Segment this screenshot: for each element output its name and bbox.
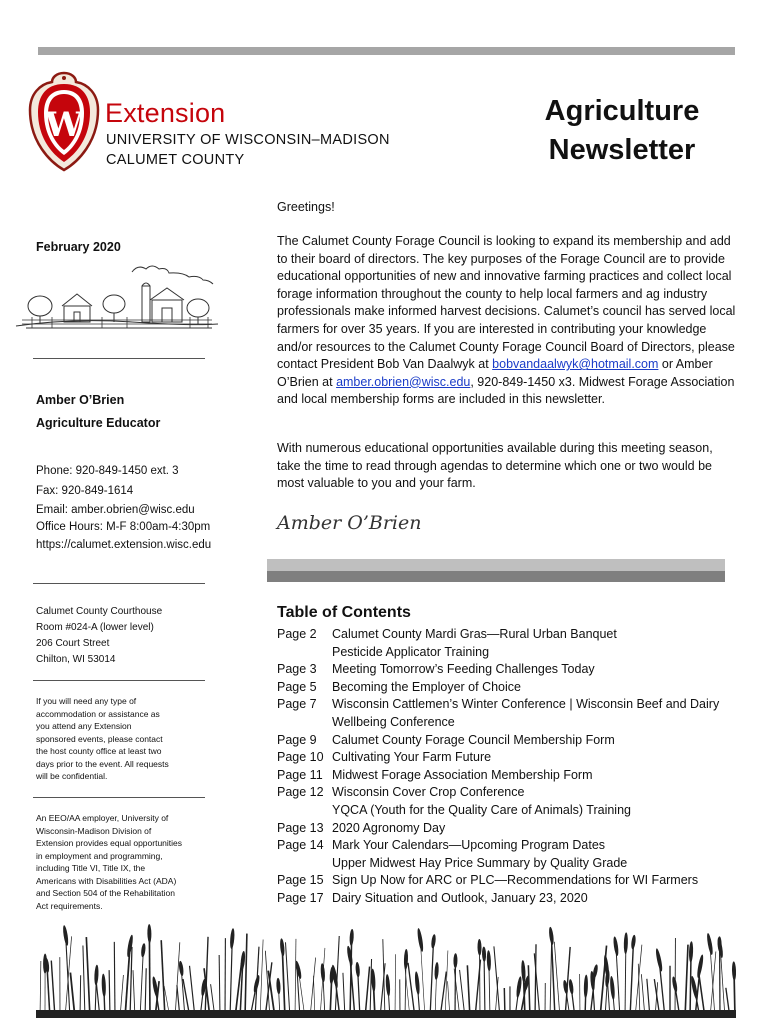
toc-entry: [277, 820, 737, 838]
toc-entry: [277, 696, 737, 731]
phone: Phone: 920-849-1450 ext. 3: [36, 465, 179, 477]
toc-entry: [277, 749, 737, 767]
sidebar-divider: [33, 797, 205, 798]
toc-page-number: Page 17: [277, 890, 324, 905]
toc-item-title: Upper Midwest Hay Price Summary by Quality Grade: [332, 855, 628, 870]
toc-item-title: Midwest Forage Association Membership Form: [332, 767, 593, 782]
email-link-van-daalwyk[interactable]: bobvandaalwyk@hotmail.com: [492, 357, 659, 372]
email-link-obrien[interactable]: amber.obrien@wisc.edu: [336, 374, 471, 389]
office-hours: Office Hours: M-F 8:00am-4:30pm: [36, 521, 211, 533]
toc-item-title: Meeting Tomorrow’s Feeding Challenges Today: [332, 662, 595, 677]
toc-item-title: Calumet County Mardi Gras—Rural Urban Banquet: [332, 627, 617, 641]
toc-item-title: Pesticide Applicator Training: [332, 644, 490, 659]
toc-item-title: Wisconsin Cattlemen’s Winter Conference | Wisconsin Beef and Dairy Wellbeing Conference: [332, 697, 720, 729]
toc-entry: [277, 767, 737, 785]
section-bar-dark: [267, 571, 725, 582]
accommodation-notice: If you will need any type of accommodation or assistance as you attend any Extension sponsored events, please contact the host county office at least two days prior to the event. All requests will be confidential.: [36, 696, 169, 781]
educator-name: Amber O’Brien: [36, 393, 125, 407]
toc-page-number: Page 11: [277, 767, 323, 782]
toc-item-title: Mark Your Calendars—Upcoming Program Dates: [332, 838, 606, 853]
toc-page-number: Page 12: [277, 785, 324, 800]
toc-item-title: Sign Up Now for ARC or PLC—Recommendations for WI Farmers: [332, 873, 699, 888]
sidebar-divider: [33, 680, 205, 681]
table-of-contents: [277, 626, 737, 908]
toc-page-number: Page 9: [277, 732, 317, 747]
toc-entry: [277, 784, 737, 819]
fax: Fax: 920-849-1614: [36, 485, 134, 497]
toc-entry: [277, 679, 737, 697]
toc-page-number: Page 14: [277, 838, 324, 853]
toc-page-number: Page 13: [277, 820, 324, 835]
toc-entry: [277, 732, 737, 750]
eeo-statement: An EEO/AA employer, University of Wisconsin-Madison Division of Extension provides equal opportunities in employment and programming, including Title VI, Title IX, the Americans with Disabilities Act (ADA) and Section 504 of the Rehabilitation Act requirements.: [36, 813, 183, 911]
toc-page-number: Page 2: [277, 627, 317, 641]
signature: Amber O’Brien: [277, 512, 422, 534]
top-rule: [38, 47, 735, 55]
toc-entry: [277, 837, 737, 872]
address-block: Calumet County Courthouse Room #024-A (lower level) 206 Court Street Chilton, WI 53014: [36, 606, 163, 665]
toc-entry: [277, 626, 737, 661]
toc-page-number: Page 3: [277, 662, 317, 677]
section-bar-light: [267, 559, 725, 571]
toc-item-title: Cultivating Your Farm Future: [332, 750, 492, 765]
toc-item-title: 2020 Agronomy Day: [332, 820, 446, 835]
letter-paragraph-1: The Calumet County Forage Council is looking to expand its membership and add to their board of directors. The key purposes of the Forage Council are to provide educational opportunities of new and innovative farming practices and collect local forage information throughout the county to help local farmers and ag industry professionals make informed harvest decisions. Calumet’s council has served local farmers for over 35 years. If you are interested in contributing your knowledge and/or resources to the Calumet County Forage Council Board of Directors, please contact President Bob Van Daalwyk at bobvandaalwyk@hotmail.com or Amber O’Brien at amber.obrien@wisc.edu, 920-849-1450 x3. Midwest Forage Association and local membership forms are included in this newsletter.: [277, 234, 736, 407]
toc-entry: [277, 661, 737, 679]
toc-page-number: Page 15: [277, 873, 324, 888]
sidebar-divider: [33, 583, 205, 584]
logo-letter: W: [44, 105, 84, 145]
issue-date: February 2020: [36, 240, 121, 254]
toc-entry: [277, 890, 737, 908]
extension-title: Extension: [105, 98, 226, 128]
toc-title: Table of Contents: [277, 604, 411, 621]
uw-crest-logo: [26, 70, 102, 174]
toc-item-title: YQCA (Youth for the Quality Care of Animals) Training: [332, 802, 631, 817]
email[interactable]: Email: amber.obrien@wisc.edu: [36, 504, 195, 516]
university-name: UNIVERSITY OF WISCONSIN–MADISON: [106, 132, 390, 148]
toc-item-title: Becoming the Employer of Choice: [332, 679, 521, 694]
toc-page-number: Page 10: [277, 750, 324, 765]
toc-entry: [277, 872, 737, 890]
website[interactable]: https://calumet.extension.wisc.edu: [36, 539, 212, 551]
sidebar-divider: [33, 358, 205, 359]
toc-item-title: Dairy Situation and Outlook, January 23, 2020: [332, 890, 588, 905]
toc-item-title: Calumet County Forage Council Membership Form: [332, 732, 615, 747]
toc-page-number: Page 7: [277, 697, 317, 712]
greeting: Greetings!: [277, 200, 335, 214]
toc-item-title: Wisconsin Cover Crop Conference: [332, 785, 525, 800]
county-name: CALUMET COUNTY: [106, 152, 245, 168]
farm-illustration: [12, 262, 222, 334]
educator-role: Agriculture Educator: [36, 416, 161, 430]
wheat-stalks: [36, 924, 736, 1018]
toc-page-number: Page 5: [277, 679, 317, 694]
wheat-illustration: [36, 918, 736, 1018]
letter-paragraph-2: With numerous educational opportunities available during this meeting season, take the time to read through agendas to determine which one or two would be most valuable to you and your farm.: [277, 441, 713, 491]
newsletter-title: Agriculture Newsletter: [544, 95, 700, 166]
